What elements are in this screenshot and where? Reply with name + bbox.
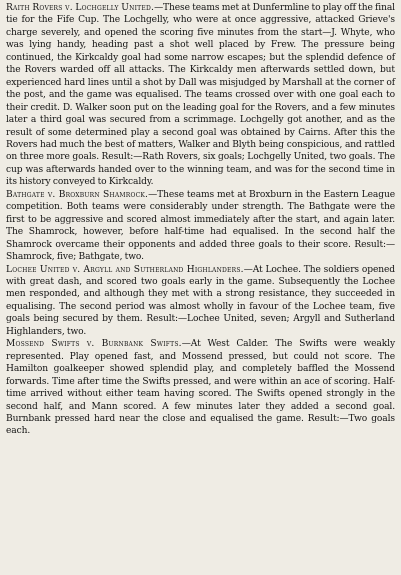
report-body: —These teams met at Broxburn in the Eastern League competition. Both teams were considerably under strength. The Bathgate were the first to be aggressive and scored almost immediately after the start, and again later. The Shamrock, however, before half-time had equalised. In the second half the Shamrock overcame their opponents and added three goals to their score. Result:—Shamrock, five; Bathgate, two. <box>6 189 395 263</box>
match-report-bathgate-broxburn <box>6 189 395 264</box>
match-report-mossend-burnbank <box>6 338 395 438</box>
match-report-lochee-argyll <box>6 264 395 339</box>
report-headline: Lochee United v. Argyll and Sutherland Highlanders. <box>6 264 244 275</box>
report-body: —These teams met at Dunfermline to play off the final tie for the Fife Cup. The Lochgelly, who were at once aggressive, attacked Grieve's charge severely, and opened the scoring five minutes from the start—J. Whyte, who was lying handy, heading past a shot well placed by Frew. The pressure being continued, the Kirkcaldy goal had some narrow escapes; but the splendid defence of the Rovers warded off all attacks. The Kirkcaldy men afterwards settled down, but experienced hard lines until a shot by Dall was misjudged by Marshall at the corner of the post, and the game was equalised. The teams crossed over with one goal each to their credit. D. Walker soon put on the leading goal for the Rovers, and a few minutes later a third goal was secured from a scrimmage. Lochgelly got another, and as the result of some determined play a second goal was obtained by Cairns. After this the Rovers had much the best of matters, Walker and Blyth being conspicious, and rattled on three more goals. Result:—Rath Rovers, six goals; Lochgelly United, two goals. The cup was afterwards handed over to the winning team, and was for the second time in its history conveyed to Kirkcaldy. <box>6 3 395 188</box>
report-body: —At Lochee. The soldiers opened with great dash, and scored two goals early in the game. Subsequently the Lochee men responded, and although they met with a strong resistance, they succeeded in equalising. The second period was almost wholly in favour of the Lochee team, five goals being secured by them. Result:—Lochee United, seven; Argyll and Sutherland Highlanders, two. <box>6 264 396 337</box>
report-headline: Raith Rovers v. Lochgelly United. <box>6 3 155 13</box>
report-headline: Mossend Swifts v. Burnbank Swifts. <box>6 339 182 350</box>
report-body: —At West Calder. The Swifts were weakly represented. Play opened fast, and Mossend pressed, but could not score. The Hamilton goalkeeper showed splendid play, and completely baffled the Mossend forwards. Time after time the Swifts pressed, and were within an ace of scoring. Half-time arrived without either team having scored. The Swifts opened strongly in the second half, and Mann scored. A few minutes later they added a second goal. Burnbank pressed hard near the close and equalised the game. Result:—Two goals each. <box>6 339 395 437</box>
report-headline: Bathgate v. Broxburn Shamrock. <box>6 189 149 200</box>
match-report-raith-lochgelly <box>6 2 395 189</box>
